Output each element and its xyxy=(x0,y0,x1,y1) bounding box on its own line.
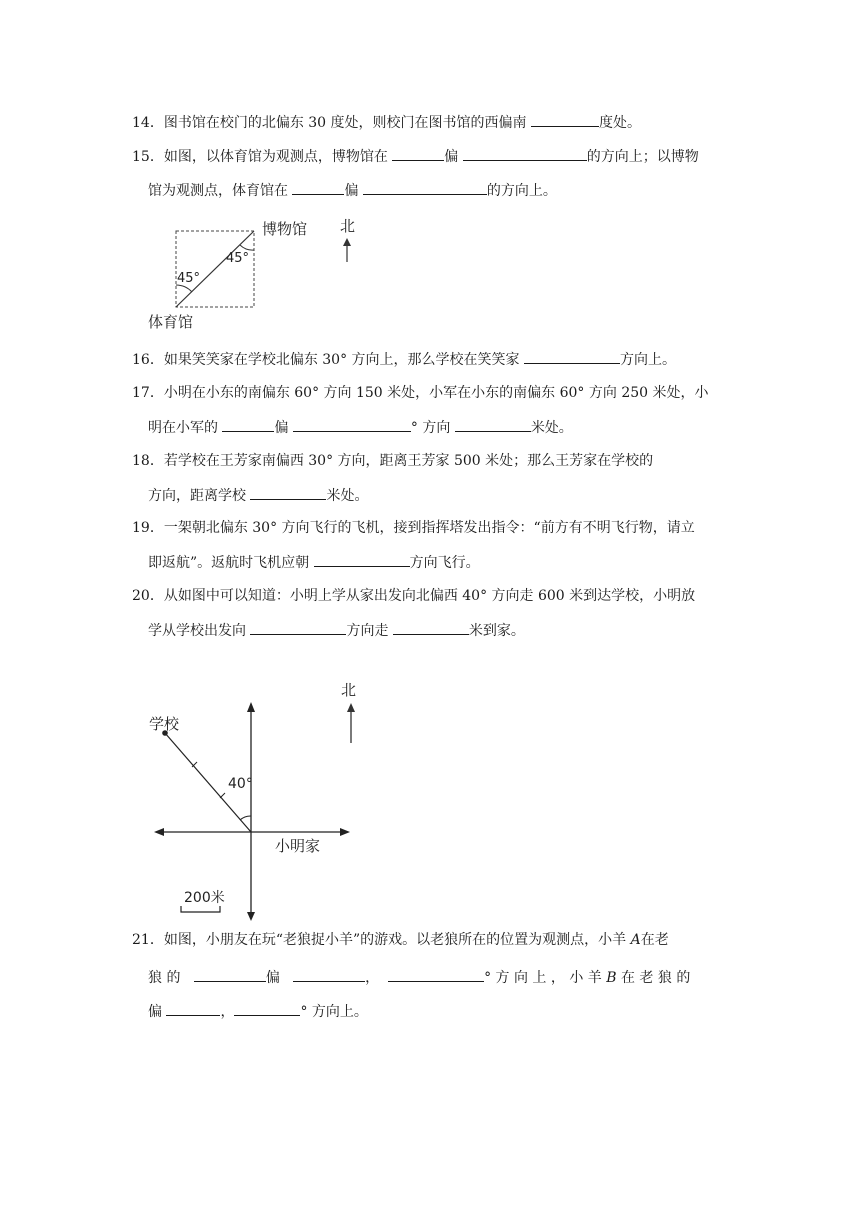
question-number: 20． xyxy=(132,588,164,604)
label-home: 小明家 xyxy=(275,837,321,855)
north-label: 北 xyxy=(340,217,356,235)
question-18-line1 xyxy=(132,451,653,471)
answer-blank[interactable] xyxy=(524,349,620,364)
question-text: 方向上。 xyxy=(620,352,676,368)
answer-blank[interactable] xyxy=(250,485,326,500)
question-text: 一架朝北偏东 30° 方向飞行的飞机，接到指挥塔发出指令：“前方有不明飞行物，请立 xyxy=(163,520,695,536)
question-number: 14． xyxy=(132,115,164,131)
question-text: 偏 xyxy=(344,183,359,199)
question-text: ° 方向 xyxy=(410,420,451,436)
question-text: 在老 xyxy=(640,932,669,948)
question-text: 偏 xyxy=(444,149,459,165)
question-text: 从如图中可以知道：小明上学从家出发向北偏西 40° 方向走 600 米到达学校，小明放 xyxy=(163,588,696,604)
question-17-line1 xyxy=(132,383,709,403)
question-text: 米处。 xyxy=(326,488,369,504)
answer-blank[interactable] xyxy=(194,967,266,982)
question-17-line2 xyxy=(148,417,573,438)
question-19-line2 xyxy=(148,552,480,573)
question-text: ° 方向上。 xyxy=(300,1004,368,1020)
question-text: 米到家。 xyxy=(468,623,525,639)
axis-arrow-up-icon xyxy=(247,702,255,712)
question-text: 度处。 xyxy=(599,115,641,131)
angle-arc-gym xyxy=(176,285,192,292)
question-text: 明在小军的 xyxy=(148,420,218,436)
answer-blank[interactable] xyxy=(293,967,365,982)
question-text: 如果笑笑家在学校北偏东 30° 方向上，那么学校在笑笑家 xyxy=(163,352,520,368)
figure-museum-gym xyxy=(140,210,400,335)
question-text: 狼 的 xyxy=(148,970,181,986)
scale-bar xyxy=(181,906,220,912)
axis-arrow-right-icon xyxy=(340,828,350,836)
question-16 xyxy=(132,349,676,370)
answer-blank[interactable] xyxy=(463,146,587,161)
variable-a: A xyxy=(630,932,641,948)
question-text: 小明在小东的南偏东 60° 方向 150 米处，小军在小东的南偏东 60° 方向 250 米处，小 xyxy=(163,385,709,401)
question-14 xyxy=(132,112,641,133)
question-20-line1 xyxy=(132,586,695,606)
question-text: 学从学校出发向 xyxy=(148,623,246,639)
question-text: 米处。 xyxy=(530,420,573,436)
angle-label-gym: 45° xyxy=(177,271,201,286)
variable-b: B xyxy=(606,970,617,986)
question-text: 的方向上。 xyxy=(486,183,557,199)
question-number: 21． xyxy=(132,932,164,948)
connecting-line xyxy=(176,231,254,307)
arrowhead-icon xyxy=(347,703,355,712)
label-museum: 博物馆 xyxy=(262,220,308,238)
question-21-line3 xyxy=(148,1001,368,1022)
label-school: 学校 xyxy=(149,715,180,733)
question-number: 19． xyxy=(132,520,164,536)
question-text: 偏 xyxy=(148,1004,162,1020)
question-text: 在 老 狼 的 xyxy=(620,970,691,986)
answer-blank[interactable] xyxy=(250,620,346,635)
question-number: 18． xyxy=(132,453,164,469)
question-19-line1 xyxy=(132,518,695,538)
question-15-line2 xyxy=(148,180,557,201)
question-text: 若学校在王芳家南偏西 30° 方向，距离王芳家 500 米处；那么王芳家在学校的 xyxy=(163,453,654,469)
answer-blank[interactable] xyxy=(314,552,410,567)
answer-blank[interactable] xyxy=(222,417,274,432)
answer-blank[interactable] xyxy=(363,180,487,195)
angle-label-museum: 45° xyxy=(226,251,250,266)
question-21-line1 xyxy=(132,930,669,950)
question-number: 15． xyxy=(132,149,164,165)
question-text: 偏 xyxy=(274,420,289,436)
answer-blank[interactable] xyxy=(166,1001,220,1016)
answer-blank[interactable] xyxy=(292,180,344,195)
question-number: 16． xyxy=(132,352,164,368)
answer-blank[interactable] xyxy=(388,967,484,982)
question-text: 方向，距离学校 xyxy=(148,488,246,504)
angle-arc-museum xyxy=(240,245,254,250)
angle-arc xyxy=(240,816,251,820)
question-text: 图书馆在校门的北偏东 30 度处，则校门在图书馆的西偏南 xyxy=(163,115,527,131)
question-number: 17． xyxy=(132,385,164,401)
scale-label: 200米 xyxy=(184,890,225,906)
answer-blank[interactable] xyxy=(392,146,444,161)
answer-blank[interactable] xyxy=(393,620,469,635)
figure-school-home xyxy=(140,674,380,924)
question-20-line2 xyxy=(148,620,525,641)
answer-blank[interactable] xyxy=(455,417,531,432)
tick-mark xyxy=(220,793,225,798)
question-text: 的方向上；以博物 xyxy=(586,149,699,165)
question-15-line1 xyxy=(132,146,699,167)
question-text: ， xyxy=(220,1004,235,1020)
answer-blank[interactable] xyxy=(293,417,411,432)
question-text: 方向飞行。 xyxy=(409,555,480,571)
question-18-line2 xyxy=(148,485,368,506)
question-text: ° 方 向 上 ， 小 羊 xyxy=(484,970,602,986)
question-text: 如图，小朋友在玩“老狼捉小羊”的游戏。以老狼所在的位置为观测点，小羊 xyxy=(163,932,627,948)
label-gym: 体育馆 xyxy=(148,313,194,331)
question-text: 即返航”。返航时飞机应朝 xyxy=(148,555,310,571)
axis-arrow-left-icon xyxy=(154,828,164,836)
answer-blank[interactable] xyxy=(531,112,599,127)
angle-label: 40° xyxy=(228,776,253,792)
question-text: 方向走 xyxy=(346,623,389,639)
question-21-line2 xyxy=(148,967,690,988)
axis-arrow-down-icon xyxy=(247,912,255,921)
question-text: 如图，以体育馆为观测点，博物馆在 xyxy=(163,149,388,165)
north-label: 北 xyxy=(341,681,357,699)
question-text: 偏 xyxy=(265,970,280,986)
arrowhead-icon xyxy=(343,238,351,246)
answer-blank[interactable] xyxy=(234,1001,300,1016)
question-text: ， xyxy=(365,970,380,986)
question-text: 馆为观测点，体育馆在 xyxy=(148,183,288,199)
